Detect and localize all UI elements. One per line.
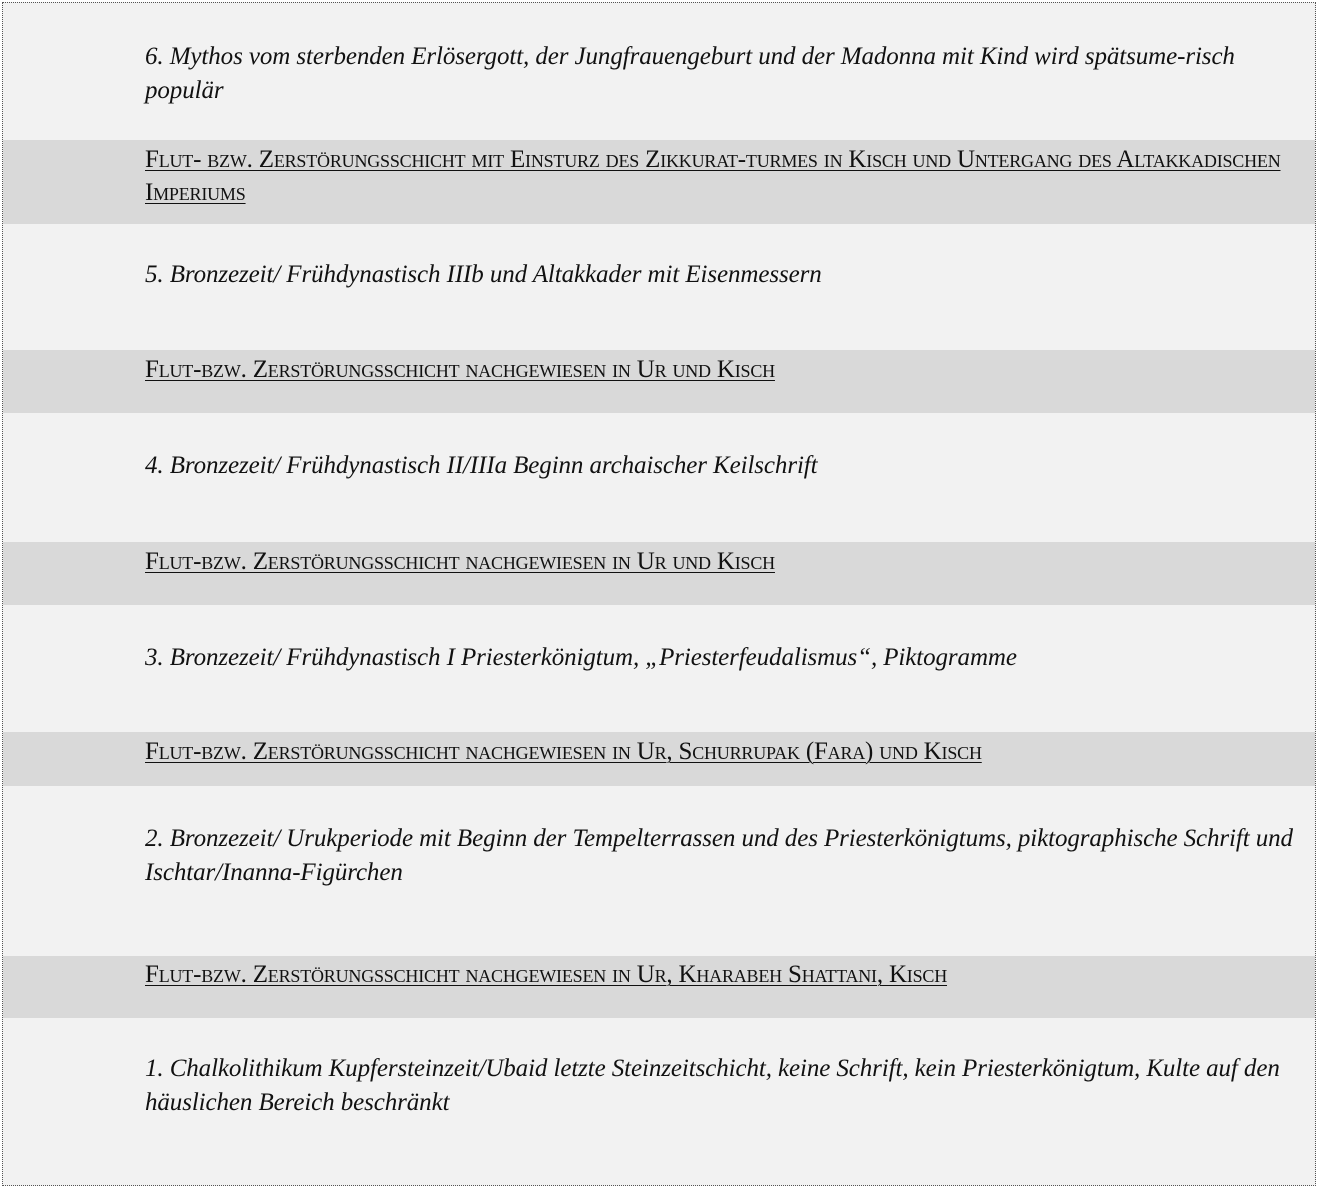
flood-2-3-text: Flut-bzw. Zerstörungsschicht nachgewiesen in Ur, Schurrupak (Fara) und Kisch: [145, 738, 982, 765]
layer-row-2: [3, 786, 1315, 956]
layer-row-5: [3, 224, 1315, 350]
layer-3-text: 3. Bronzezeit/ Frühdynastisch I Priesterkönigtum, „Priesterfeudalismus“, Piktogramme: [145, 644, 1017, 671]
stratigraphy-table: [2, 2, 1316, 1186]
layer-5-text: 5. Bronzezeit/ Frühdynastisch IIIb und Altakkader mit Eisenmessern: [145, 261, 822, 288]
layer-4-text: 4. Bronzezeit/ Frühdynastisch II/IIIa Beginn archaischer Keilschrift: [145, 452, 818, 479]
layer-row-6: [3, 3, 1315, 140]
flood-row-1-2: [3, 956, 1315, 1018]
flood-row-4-5: [3, 350, 1315, 413]
flood-row-5-6: [3, 140, 1315, 224]
flood-row-3-4: [3, 542, 1315, 605]
flood-5-6-text: Flut- bzw. Zerstörungsschicht mit Einsturz des Zikkurat-turmes in Kisch und Untergang des Altakkadischen Imperiums: [145, 146, 1281, 206]
layer-row-4: [3, 413, 1315, 542]
layer-2-text: 2. Bronzezeit/ Urukperiode mit Beginn der Tempelterrassen und des Priesterkönigtums, piktographische Schrift und Ischtar/Inanna-Figürchen: [145, 825, 1293, 886]
flood-1-2-text: Flut-bzw. Zerstörungsschicht nachgewiesen in Ur, Kharabeh Shattani, Kisch: [145, 961, 948, 988]
layer-1-text: 1. Chalkolithikum Kupfersteinzeit/Ubaid letzte Steinzeitschicht, keine Schrift, kein Priesterkönigtum, Kulte auf den häuslichen Bereich beschränkt: [145, 1055, 1280, 1116]
flood-4-5-text: Flut-bzw. Zerstörungsschicht nachgewiesen in Ur und Kisch: [145, 356, 775, 383]
layer-row-3: [3, 605, 1315, 732]
layer-6-text: 6. Mythos vom sterbenden Erlösergott, der Jungfrauengeburt und der Madonna mit Kind wird spätsume-risch populär: [145, 43, 1235, 104]
flood-row-2-3: [3, 732, 1315, 786]
flood-3-4-text: Flut-bzw. Zerstörungsschicht nachgewiesen in Ur und Kisch: [145, 548, 775, 575]
layer-row-1: [3, 1018, 1315, 1185]
